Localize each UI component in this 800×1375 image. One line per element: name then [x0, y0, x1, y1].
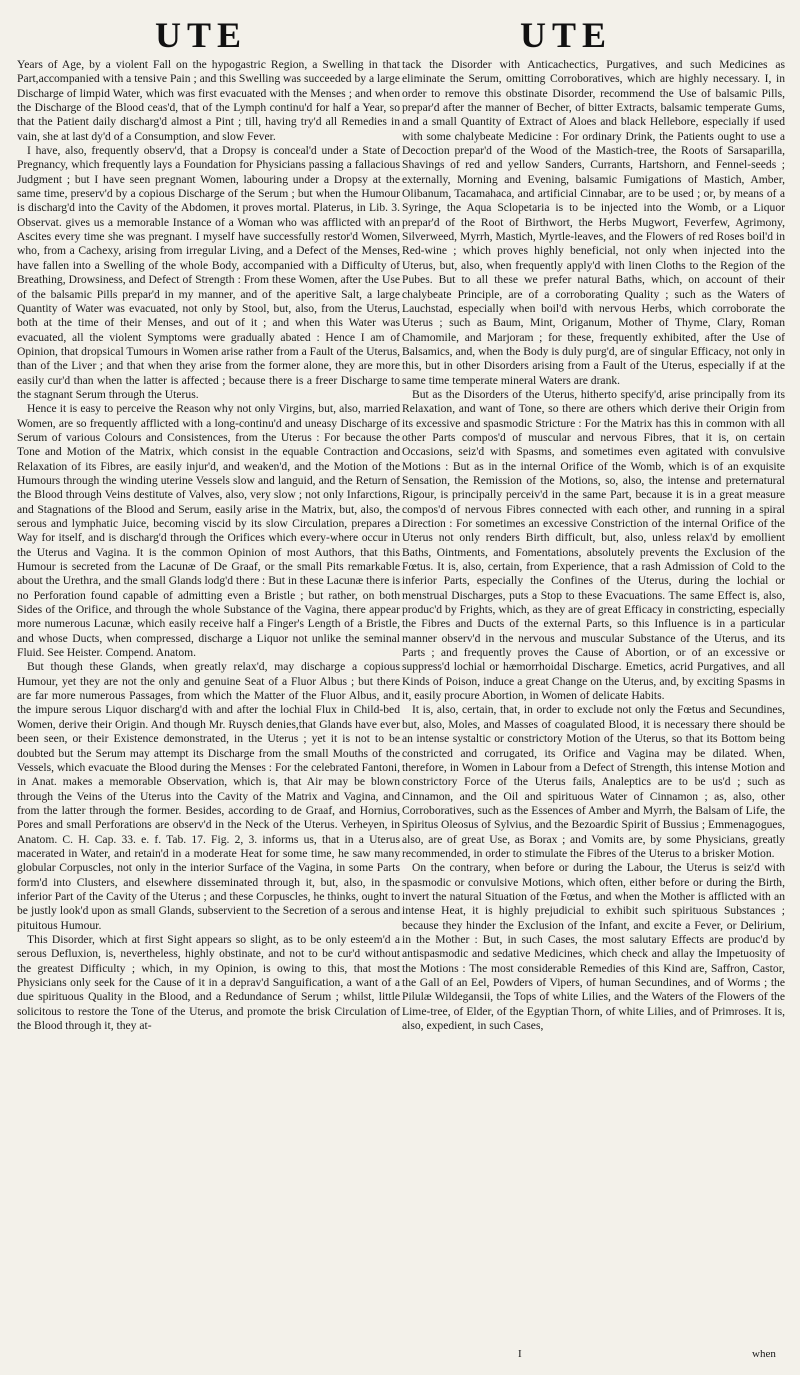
left-running-head: UTE: [155, 15, 248, 55]
right-running-head: UTE: [520, 15, 613, 55]
paragraph: I have, also, frequently observ'd, that a Dropsy is conceal'd under a State of Pregnancy, which frequently lays a Foundation for Physicians passing a fallacious Judgment ; but I have seen pregnant Women, labouring under a Dropsy at the same time, preserv'd by a copious Discharge of the Serum ; but when the Humour is discharg'd into the Cavity of the Abdomen, it proves mortal. Platerus, in Lib. 3. Observat. gives us a memorable Instance of a Woman who was afflicted with an Ascites every time she was pregnant. I myself have successfully restor'd Women, who, from a Cachexy, arising from irregular Living, and a Defect of the Menses, have fallen into a Swelling of the whole Body, accompanied with a Difficulty of Breathing, Drowsiness, and Defect of Strength : From these Women, after the Use of the balsamic Pills prepar'd in my manner, and of the aperitive Salt, a large Quantity of Water was evacuated, not only by Stool, but, also, from the Uterus, both at the time of their Menses, and out of it ; and when this Water was evacuated, all the violent Symptoms were gradually abated : Hence I am of Opinion, that dropsical Tumours in Women arise rather from a Fault of the Uterus, than of the Liver ; and that when they arise from the former alone, they are more easily cur'd than when the latter is affected ; because there is a freer Discharge to the stagnant Serum through the Uterus.: [17, 144, 400, 401]
paragraph: It is, also, certain, that, in order to exclude not only the Fœtus and Secundines, but, also, Moles, and Masses of coagulated Blood, it is necessary there should be an intense systaltic or constrictory Motion of the Uterus, so that its Bottom being constricted and corrugated, its Orifice and Vagina may be dilated. When, therefore, in Women in Labour from a Defect of Strength, this intense Motion and constrictory Force of the Uterus fails, Analeptics are to be us'd ; such as Cinnamon, and the Oil and spirituous Water of Cinnamon ; as, also, other Corroboratives, such as the Essences of Amber and Myrrh, the Balsam of Life, the Spiritus Oleosus of Sylvius, and the Bezoardic Spirit of Bussius ; Emmenagogues, also, are of great Use, as Borax ; and Vomits are, by some Physicians, greatly recommended, in order to stimulate the Fibres of the Uterus to a brisker Motion.: [402, 703, 785, 860]
paragraph: On the contrary, when before or during the Labour, the Uterus is seiz'd with spasmodic or convulsive Motions, which often, either before or during the Birth, invert the natural Situation of the Fœtus, and when the Mother is afflicted with an intense Heat, it is highly prejudicial to exhibit such spirituous Substances ; because they hinder the Exclusion of the Infant, and excite a Fever, or Delirium, in the Mother : But, in such Cases, the most salutary Effects are produc'd by antispasmodic and sedative Medicines, which check and allay the Impetuosity of the Motions : The most considerable Remedies of this Kind are, Saffron, Castor, the Gall of an Eel, Powders of Vipers, of human Secundines, and of Worms ; the Pilulæ Wildegansii, the Tops of white Lilies, and the Waters of the Flowers of the Lime-tree, of Elder, of the Egyptian Thorn, of white Lilies, and of Primroses. It is, also, expedient, in such Cases,: [402, 861, 785, 1033]
paragraph: But though these Glands, when greatly relax'd, may discharge a copious Humour, yet they are not the only and genuine Seat of a Fluor Albus ; but there are far more numerous Passages, from which the Matter of the Fluor Albus, and the impure serous Liquor discharg'd with and after the lochial Flux in Child-bed Women, derive their Origin. And though Mr. Ruysch denies,that Glands have ever been seen, or their Existence demonstrated, in the Uterus ; yet it is not to be doubted but the Serum may attempt its Discharge from the small Mouths of the Vessels, which evacuate the Blood during the Menses : For the celebrated Fantoni, in Anat. makes a memorable Observation, which is, that Air may be blown through the Veins of the Uterus into the Cavity of the Matrix and Vagina, and from the latter through the former. Besides, according to de Graaf, and Hornius, Pores and small Perforations are observ'd in the Neck of the Uterus. Verheyen, in Anatom. C. H. Cap. 33. e. f. Tab. 17. Fig. 2, 3. informs us, that in a Uterus macerated in Water, and retain'd in a moderate Heat for some time, he saw many globular Corpuscles, not only in the interior Surface of the Vagina, in some Parts form'd into Clusters, and elsewhere disseminated through it, but, also, in the inferior Part of the Cavity of the Uterus ; and these Corpuscles, he thinks, ought to be justly look'd upon as small Glands, subservient to the Secretion of a serous and pituitous Humour.: [17, 660, 400, 932]
right-text-column: [402, 58, 785, 1033]
page-footer: [0, 1348, 800, 1368]
paragraph: Years of Age, by a violent Fall on the hypogastric Region, a Swelling in that Part,accompanied with a tensive Pain ; and this Swelling was succeeded by a large Discharge of limpid Water, which was first evacuated with the Menses ; and when the Discharge of the Blood ceas'd, that of the Lymph continu'd for half a Year, so that the Patient daily discharg'd almost a Pint ; till, having try'd all Remedies in vain, she at last dy'd of a Consumption, and slow Fever.: [17, 58, 400, 143]
column-divider: [399, 60, 400, 1340]
paragraph: But as the Disorders of the Uterus, hitherto specify'd, arise principally from its Relaxation, and want of Tone, so there are others which derive their Origin from its excessive and spasmodic Stricture : For the Matrix has this in common with all other Parts compos'd of muscular and nervous Fibres, that it is, on certain Occasions, seiz'd with Spasms, and sometimes even agitated with convulsive Motions : But as in the internal Orifice of the Womb, which is of an exquisite Sensation, the Remission of the Motions, so, also, the intense and preternatural Rigour, is principally perceiv'd in the same Part, because it is in a great measure compos'd of nervous Fibres connected with each other, and running in a spiral Direction : For sometimes an excessive Constriction of the internal Orifice of the Uterus not only renders Birth difficult, but, also, unless relax'd by emollient Baths, Ointments, and Fomentations, absolutely prevents the Exclusion of the Fœtus. It is, also, certain, from Experience, that a rash Admission of Cold to the inferior Parts, especially the Confines of the Uterus, during the lochial or menstrual Discharges, puts a Stop to these Evacuations. The same Effect is, also, produc'd by Frights, which, as they are of great Efficacy in constricting, especially the Fibres and Ducts of the external Parts, so this Influence is in a particular manner observ'd in the nervous and muscular Substance of the Uterus, and its Parts ; and frequently proves the Cause of Abortion, or of an excessive or suppress'd lochial or hæmorrhoidal Discharge. Emetics, acrid Purgatives, and all Kinds of Poison, induce a great Change on the Uterus, and, by exciting Spasms in it, easily procure Abortion, in Women of delicate Habits.: [402, 387, 785, 703]
paragraph: Hence it is easy to perceive the Reason why not only Virgins, but, also, married Women, are so frequently afflicted with a long-continu'd and uneasy Discharge of Serum of various Colours and Consistences, from the Uterus : For because the Tone and Motion of the Matrix, which consist in the equable Contraction and Relaxation of its Fibres, are easily injur'd, and weaken'd, and the Motion of the Humours through the winding uterine Vessels slow and languid, and the Return of the Blood through Veins destitute of Valves, also, very slow ; not only Infarctions, and Stagnations of the Blood and Serum, easily arise in the Matrix, but, also, the serous and lymphatic Juice, becoming viscid by its slow Circulation, prepares a Way for itself, and is discharg'd through the Orifices which every-where occur in the Uterus and Vagina. It is the common Opinion of most Authors, that this Humour is secreted from the Lacunæ of De Graaf, or the small Pits remarkable about the Urethra, and the small Glands lodg'd there : But in these Lacunæ there is no Perforation found capable of admitting even a Bristle ; but rather, on both Sides of the Orifice, and through the whole Substance of the Vagina, there appear more numerous Lacunæ, which easily receive half a Finger's Length of a Bristle, and whose Ducts, when compressed, discharge a Liquor not unlike the seminal Fluid. See Heister. Compend. Anatom.: [17, 402, 400, 660]
paragraph: This Disorder, which at first Sight appears so slight, as to be only esteem'd a serous Defluxion, is, nevertheless, highly obstinate, and not to be cur'd without the greatest Difficulty ; which, in my Opinion, is owing to this, that most Physicians only seek for the Cause of it in a deprav'd Sanguification, a want of a due spirituous Quality in the Blood, and a Redundance of Serum ; whilst, little solicitous to restore the Tone of the Uterus, and promote the brisk Circulation of the Blood through it, they at-: [17, 932, 400, 1033]
catchword: when: [752, 1348, 776, 1360]
signature-mark: I: [518, 1348, 522, 1360]
left-text-column: [17, 58, 400, 1033]
paragraph: tack the Disorder with Anticachectics, Purgatives, and such Medicines as eliminate the Serum, omitting Corroboratives, which are highly necessary. I, in order to remove this obstinate Disorder, recommend the Use of balsamic Pills, prepar'd after the manner of Becher, of bitter Extracts, balsamic temperate Gums, and a small Quantity of Extract of Aloes and black Hellebore, especially if used with some chalybeate Medicine : For ordinary Drink, the Patients ought to use a Decoction prepar'd of the Wood of the Mastich-tree, the Roots of Sarsaparilla, Shavings of red and yellow Sanders, Currants, Hartshorn, and Fennel-seeds ; externally, Morning and Evening, balsamic Fumigations of Mastich, Amber, Olibanum, Tacamahaca, and artificial Cinnabar, are to be used ; or, by means of a Syringe, the Aqua Sclopetaria is to be injected into the Womb, or a Liquor prepar'd of the Root of Birthwort, the Herbs Mugwort, Feverfew, Agrimony, Silverweed, Myrrh, Mastich, Myrtle-leaves, and the Flowers of red Roses boil'd in Red-wine ; which proves highly beneficial, not only when injected into the Uterus, but, also, when frequently apply'd with linen Cloths to the Region of the Pubes. But to all these we prefer natural Baths, which, on account of their chalybeate Principle, are of a corroborating Quality ; such as the Waters of Lauchstad, especially when boil'd with nervous Herbs, which corroborate the Uterus ; such as Baum, Mint, Origanum, Mother of Thyme, Clary, Roman Chamomile, and Marjoram ; for these, frequently exhibited, after the Use of Balsamics, and, when the Body is duly purg'd, are of singular Efficacy, not only in this, but in other Disorders arising from a Fault of the Uterus, especially if at the same time temperate mineral Waters are drank.: [402, 58, 785, 387]
running-header: [0, 14, 800, 58]
